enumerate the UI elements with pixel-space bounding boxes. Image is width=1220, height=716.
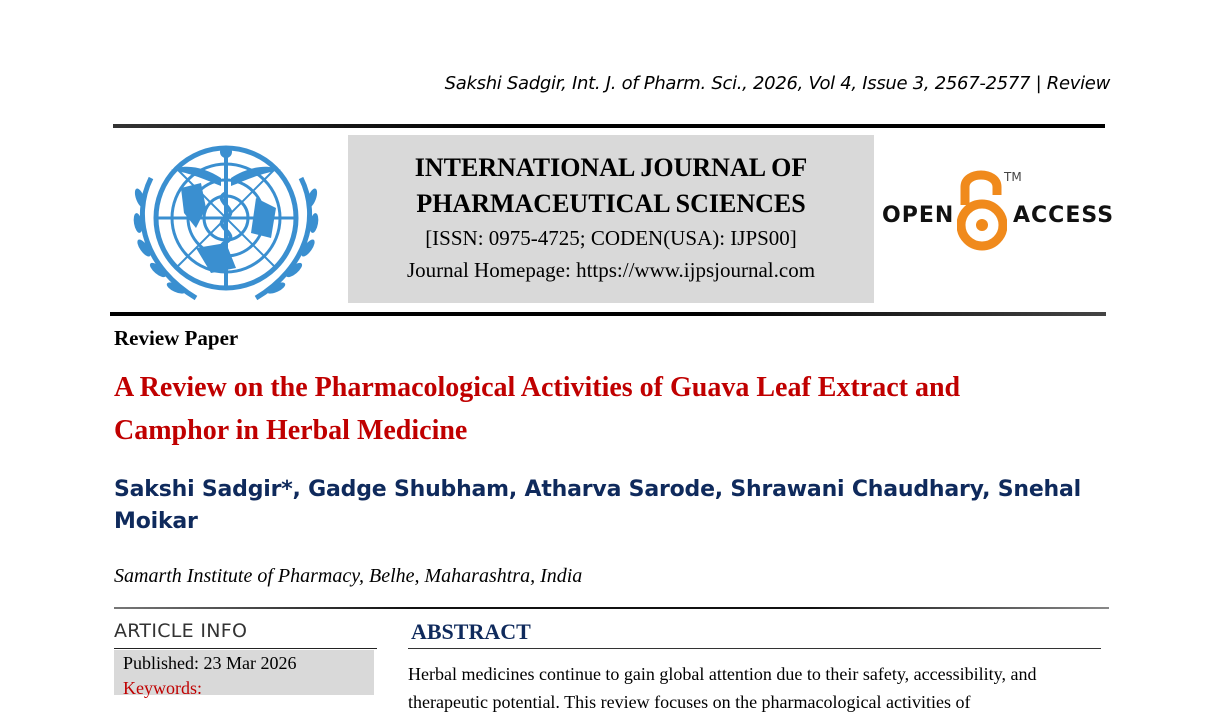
author-list	[114, 474, 1104, 538]
journal-issn: [ISSN: 0975-4725; CODEN(USA): IJPS00]	[425, 226, 797, 250]
open-access-lock-icon	[957, 165, 1007, 253]
journal-title-line1: INTERNATIONAL JOURNAL OF	[414, 153, 808, 182]
abstract-line2: therapeutic potential. This review focuses on the pharmacological activities of	[408, 692, 971, 712]
open-access-badge	[880, 165, 1115, 255]
who-emblem-icon	[126, 138, 326, 308]
running-head: Sakshi Sadgir, Int. J. of Pharm. Sci., 2026, Vol 4, Issue 3, 2567-2577 | Review	[444, 73, 1110, 94]
trademark-symbol: TM	[1004, 170, 1022, 184]
journal-title-line2: PHARMACEUTICAL SCIENCES	[416, 189, 806, 218]
paper-title-line1: A Review on the Pharmacological Activities of Guava Leaf Extract and	[114, 372, 961, 403]
open-access-open-text: OPEN	[882, 203, 955, 228]
masthead-top-rule	[113, 124, 1105, 128]
journal-title	[348, 150, 874, 222]
abstract-heading: ABSTRACT	[411, 619, 531, 644]
abstract-line1: Herbal medicines continue to gain global attention due to their safety, accessibility, and	[408, 664, 1037, 684]
section-divider	[114, 607, 1109, 609]
authors-line1: Sakshi Sadgir*, Gadge Shubham, Atharva Sarode, Shrawani Chaudhary, Snehal	[114, 477, 1081, 502]
masthead-bottom-rule	[110, 312, 1106, 316]
paper-type-label: Review Paper	[114, 326, 239, 350]
journal-homepage: Journal Homepage: https://www.ijpsjournal.com	[406, 258, 816, 282]
article-info-box	[114, 650, 374, 698]
author-affiliation: Samarth Institute of Pharmacy, Belhe, Maharashtra, India	[114, 565, 583, 587]
keywords-label: Keywords:	[123, 678, 202, 698]
authors-line2: Moikar	[114, 509, 198, 534]
published-date: Published: 23 Mar 2026	[123, 653, 297, 673]
abstract-text	[408, 660, 1108, 716]
paper-title	[114, 366, 1104, 452]
article-info-heading: ARTICLE INFO	[114, 620, 248, 642]
open-access-access-text: ACCESS	[1013, 203, 1115, 228]
article-info-rule	[114, 648, 377, 649]
journal-masthead-box	[348, 135, 874, 303]
paper-title-line2: Camphor in Herbal Medicine	[114, 415, 468, 446]
abstract-rule	[408, 648, 1101, 649]
